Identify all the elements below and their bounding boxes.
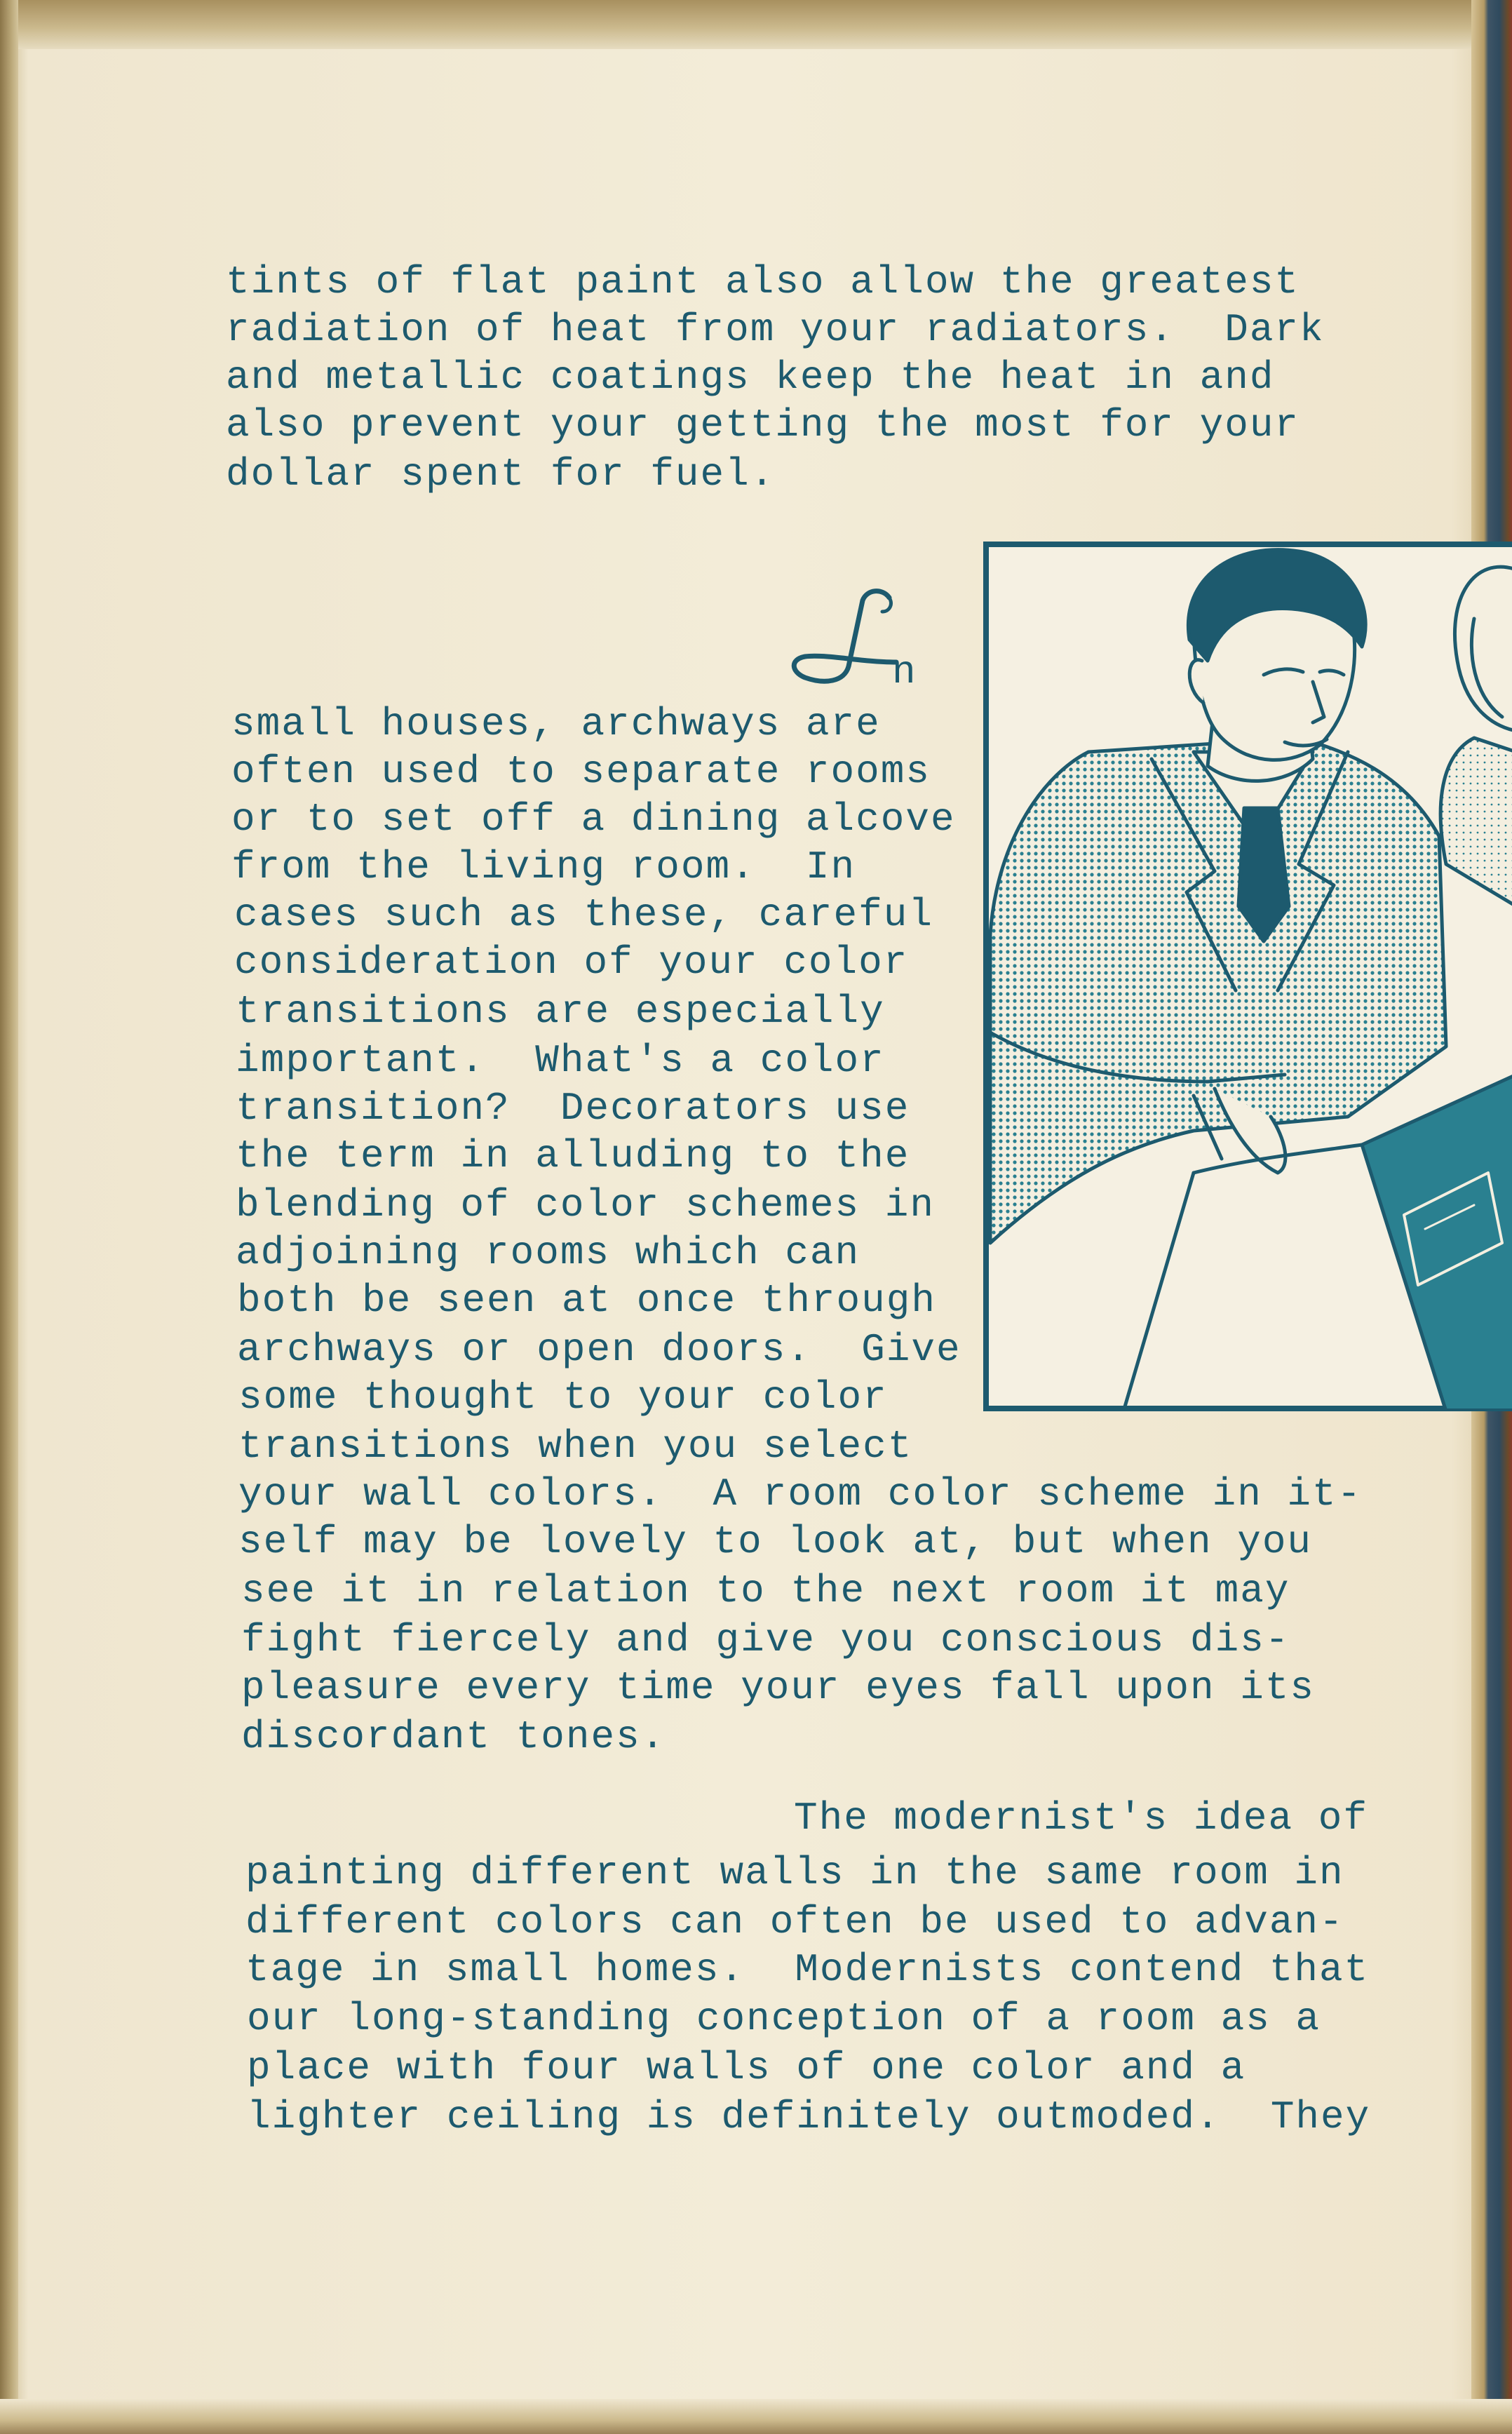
text-line: some thought to your color xyxy=(238,1375,888,1420)
drop-cap-letter xyxy=(784,584,910,696)
text-line: also prevent your getting the most for your xyxy=(226,403,1300,448)
text-line: dollar spent for fuel. xyxy=(226,452,776,497)
text-line: your wall colors. A room color scheme in it- xyxy=(238,1472,1363,1517)
text-line: transitions when you select xyxy=(238,1424,913,1469)
text-line: fight fiercely and give you conscious dis- xyxy=(241,1618,1290,1662)
page-top-edge xyxy=(0,0,1512,49)
text-line: important. What's a color xyxy=(236,1038,885,1083)
text-line: often used to separate rooms xyxy=(231,749,931,794)
text-line: small houses, archways are xyxy=(231,701,881,746)
text-line: see it in relation to the next room it may xyxy=(241,1568,1290,1613)
text-line: discordant tones. xyxy=(241,1714,666,1759)
text-line: transitions are especially xyxy=(236,989,885,1034)
text-line: painting different walls in the same room in xyxy=(245,1850,1344,1895)
text-line: archways or open doors. Give xyxy=(237,1327,961,1372)
text-line: pleasure every time your eyes fall upon its xyxy=(241,1665,1316,1710)
text-line: cases such as these, careful xyxy=(234,892,933,937)
text-line: place with four walls of one color and a xyxy=(247,2045,1246,2090)
drop-cap-suffix: n xyxy=(892,650,916,694)
text-line: transition? Decorators use xyxy=(236,1086,910,1131)
text-line: both be seen at once through xyxy=(237,1278,936,1323)
text-line: the term in alluding to the xyxy=(236,1134,910,1178)
text-line: adjoining rooms which can xyxy=(236,1230,860,1275)
text-line: blending of color schemes in xyxy=(236,1183,935,1228)
text-line: self may be lovely to look at, but when you xyxy=(238,1519,1313,1564)
text-line: radiation of heat from your radiators. Dark xyxy=(226,307,1325,352)
text-line: our long-standing conception of a room as a xyxy=(247,1996,1321,2041)
text-line: different colors can often be used to advan- xyxy=(245,1900,1344,1944)
text-line: tage in small homes. Modernists contend that xyxy=(245,1947,1370,1992)
text-line: and metallic coatings keep the heat in and xyxy=(226,355,1275,400)
text-line: tints of flat paint also allow the greatest xyxy=(226,260,1300,304)
text-line: The modernist's idea of xyxy=(794,1796,1368,1841)
book-binding xyxy=(0,0,18,2434)
text-line: or to set off a dining alcove xyxy=(231,797,956,842)
page-bottom-edge xyxy=(0,2399,1512,2434)
text-line: lighter ceiling is definitely outmoded. They xyxy=(247,2095,1371,2139)
text-line: from the living room. In xyxy=(231,845,856,889)
man-and-woman-viewing-plans-illustration xyxy=(983,542,1512,1411)
text-line: consideration of your color xyxy=(234,940,909,985)
